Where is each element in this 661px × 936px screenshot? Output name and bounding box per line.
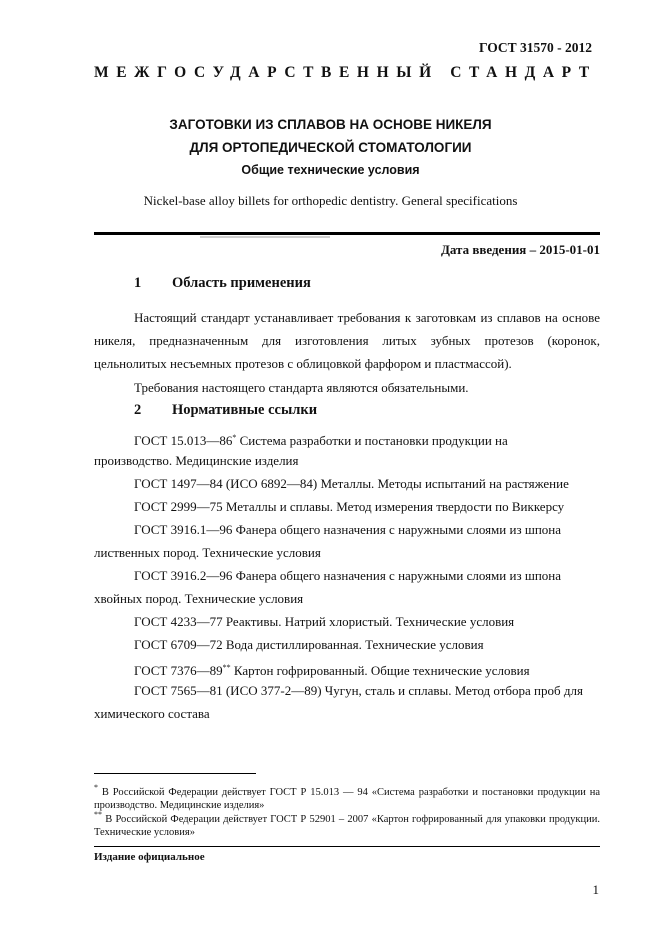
reference-item: ГОСТ 3916.2—96 Фанера общего назначения с наружными слоями из шпона bbox=[134, 568, 562, 583]
reference-item: ГОСТ 1497—84 (ИСО 6892—84) Металлы. Методы испытаний на растяжение bbox=[134, 476, 569, 491]
footnote-mark: * bbox=[232, 433, 237, 442]
reference-continuation: хвойных пород. Технические условия bbox=[94, 591, 304, 606]
title-line-1: ЗАГОТОВКИ ИЗ СПЛАВОВ НА ОСНОВЕ НИКЕЛЯ bbox=[169, 117, 492, 132]
section-2-heading bbox=[134, 402, 317, 419]
section-number: 1 bbox=[134, 275, 142, 291]
footnote: ** В Российской Федерации действует ГОСТ Р 52901 – 2007 «Картон гофрированный для упаковки продукции. Технические условия» bbox=[94, 810, 600, 838]
title-line-2: ДЛЯ ОРТОПЕДИЧЕСКОЙ СТОМАТОЛОГИИ bbox=[189, 140, 472, 155]
page-number: 1 bbox=[592, 882, 599, 897]
section-title: Нормативные ссылки bbox=[172, 402, 318, 418]
title-divider bbox=[94, 232, 600, 235]
section-1-paragraph-1: Настоящий стандарт устанавливает требования к заготовкам из сплавов на основе никеля, предназначенным для изготовления литых зубных протезов (коронок, цельнолитых несъемных протезов с облицовкой фарфором и пластмассой). bbox=[94, 310, 600, 371]
footnote: * В Российской Федерации действует ГОСТ Р 15.013 — 94 «Система разработки и постановки продукции на производство. Медицинские изделия» bbox=[94, 783, 600, 811]
section-title: Область применения bbox=[172, 275, 311, 291]
reference-item: ГОСТ 4233—77 Реактивы. Натрий хлористый. Технические условия bbox=[134, 614, 515, 629]
footnote-divider bbox=[94, 773, 256, 774]
reference-item: ГОСТ 7376—89** Картон гофрированный. Общие технические условия bbox=[134, 663, 530, 678]
footer-divider bbox=[94, 846, 600, 847]
reference-continuation: лиственных пород. Технические условия bbox=[94, 545, 321, 560]
reference-item: ГОСТ 6709—72 Вода дистиллированная. Технические условия bbox=[134, 637, 484, 652]
edition-note: Издание официальное bbox=[94, 851, 205, 863]
reference-continuation: химического состава bbox=[94, 706, 210, 721]
reference-item: ГОСТ 15.013—86* Система разработки и постановки продукции на bbox=[134, 433, 508, 448]
reference-item: ГОСТ 2999—75 Металлы и сплавы. Метод измерения твердости по Виккерсу bbox=[134, 499, 565, 514]
title-subtitle: Общие технические условия bbox=[241, 163, 420, 177]
footnote-mark: * bbox=[94, 783, 98, 792]
footnote-mark: ** bbox=[94, 810, 102, 819]
introduction-date: Дата введения – 2015-01-01 bbox=[440, 242, 600, 257]
section-number: 2 bbox=[134, 402, 142, 418]
reference-continuation: производство. Медицинские изделия bbox=[94, 453, 299, 468]
faint-mark bbox=[200, 236, 330, 238]
english-title: Nickel-base alloy billets for orthopedic dentistry. General specifications bbox=[143, 193, 518, 208]
reference-item: ГОСТ 3916.1—96 Фанера общего назначения с наружными слоями из шпона bbox=[134, 522, 562, 537]
footnote-mark: ** bbox=[222, 663, 231, 672]
section-1-paragraph-2: Требования настоящего стандарта являются обязательными. bbox=[134, 380, 469, 395]
standard-type-heading: МЕЖГОСУДАРСТВЕННЫЙ СТАНДАРТ bbox=[94, 64, 597, 81]
reference-item: ГОСТ 7565—81 (ИСО 377-2—89) Чугун, сталь и сплавы. Метод отбора проб для bbox=[134, 683, 583, 698]
section-1-heading bbox=[134, 275, 311, 292]
document-number: ГОСТ 31570 - 2012 bbox=[478, 40, 592, 55]
